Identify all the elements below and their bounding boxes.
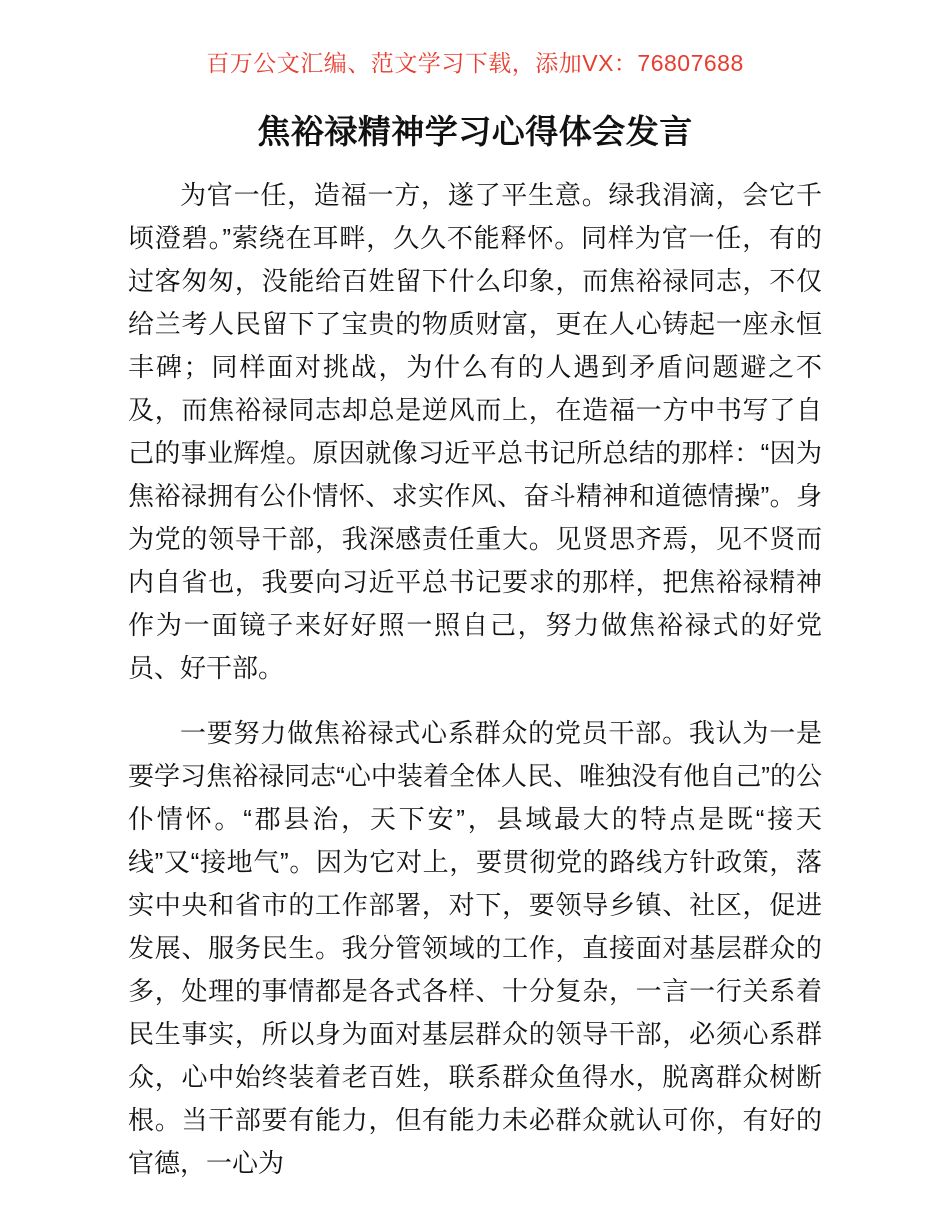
document-body [128,174,822,1185]
document-title: 焦裕禄精神学习心得体会发言 [257,113,693,150]
body-paragraph-2: 一要努力做焦裕禄式心系群众的党员干部。我认为一是要学习焦裕禄同志“心中装着全体人民、唯独没有他自己”的公仆情怀。“郡县治，天下安”，县域最大的特点是既“接天线”又“接地气”。因为它对上，要贯彻党的路线方针政策，落实中央和省市的工作部署，对下，要领导乡镇、社区，促进发展、服务民生。我分管领域的工作，直接面对基层群众的多，处理的事情都是各式各样、十分复杂，一言一行关系着民生事实，所以身为面对基层群众的领导干部，必须心系群众，心中始终装着老百姓，联系群众鱼得水，脱离群众树断根。当干部要有能力，但有能力未必群众就认可你，有好的官德，一心为 [128,718,822,1178]
body-paragraph-1: 为官一任，造福一方，遂了平生意。绿我涓滴，会它千顷澄碧。”萦绕在耳畔，久久不能释怀。同样为官一任，有的过客匆匆，没能给百姓留下什么印象，而焦裕禄同志，不仅给兰考人民留下了宝贵的物质财富，更在人心铸起一座永恒丰碑；同样面对挑战，为什么有的人遇到矛盾问题避之不及，而焦裕禄同志却总是逆风而上，在造福一方中书写了自己的事业辉煌。原因就像习近平总书记所总结的那样：“因为焦裕禄拥有公仆情怀、求实作风、奋斗精神和道德情操”。身为党的领导干部，我深感责任重大。见贤思齐焉，见不贤而内自省也，我要向习近平总书记要求的那样，把焦裕禄精神作为一面镜子来好好照一照自己，努力做焦裕禄式的好党员、好干部。 [128,180,822,683]
promo-header-notice: 百万公文汇编、范文学习下载，添加VX：76807688 [206,50,744,76]
